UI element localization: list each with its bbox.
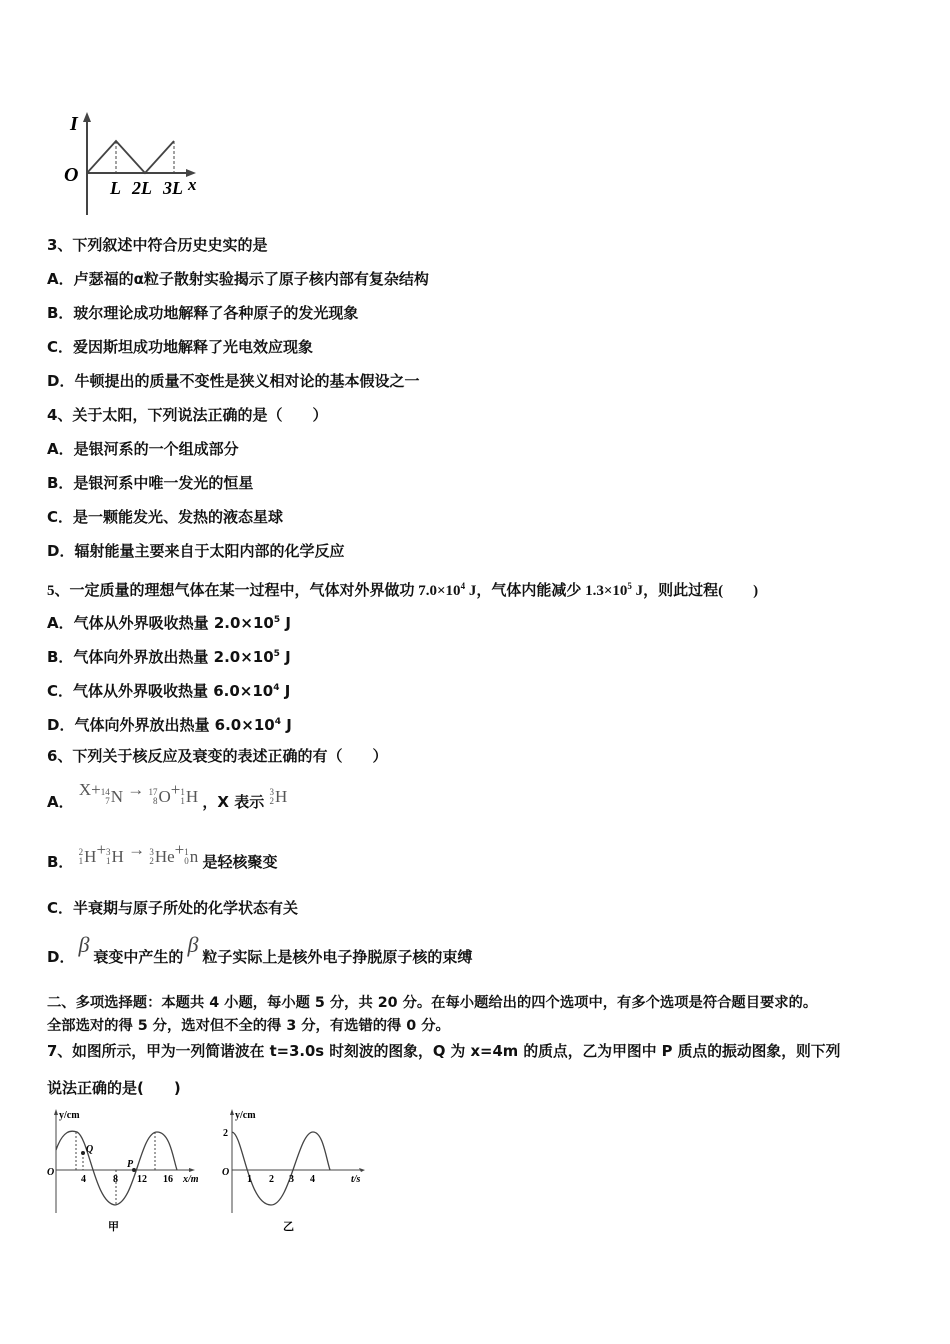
atomic-number: 2	[269, 796, 274, 806]
q3-option-b[interactable]: B．玻尔理论成功地解释了各种原子的发光现象	[47, 304, 359, 322]
question-4-stem: 4、关于太阳，下列说法正确的是（ ）	[47, 406, 328, 424]
atomic-number: 1	[106, 856, 111, 866]
vibration-graph-yi	[218, 1108, 368, 1236]
option-text: B．气体向外界放出热量 2.0×10	[47, 648, 274, 666]
point-p-label: P	[127, 1159, 134, 1170]
tick-label: 2L	[132, 178, 152, 198]
symbol: n	[189, 847, 199, 866]
exponent: 4	[273, 683, 280, 693]
amplitude-label: 2	[223, 1128, 228, 1139]
nuclide	[101, 787, 123, 807]
atomic-number: 1	[78, 856, 84, 866]
q4-option-a[interactable]: A．是银河系的一个组成部分	[47, 440, 239, 458]
question-3-stem: 3、下列叙述中符合历史史实的是	[47, 236, 268, 254]
tick-label: 4	[310, 1174, 315, 1185]
section-2-instructions-cont: 全部选对的得 5 分，选对但不全的得 3 分，有选错的得 0 分。	[47, 1018, 450, 1034]
q4-option-d[interactable]: D．辐射能量主要来自于太阳内部的化学反应	[47, 542, 345, 560]
symbol: H	[274, 787, 288, 806]
atomic-number: 2	[149, 856, 154, 866]
question-6-stem: 6、下列关于核反应及衰变的表述正确的有（ ）	[47, 747, 388, 765]
plus: +	[96, 840, 107, 859]
origin-label: O	[222, 1167, 230, 1178]
mass-number: 3	[106, 847, 111, 857]
symbol: He	[154, 847, 175, 866]
question-5-stem	[47, 576, 758, 601]
atomic-number: 8	[153, 796, 158, 806]
q4-option-b[interactable]: B．是银河系中唯一发光的恒星	[47, 474, 254, 492]
tick-label: 3L	[163, 178, 183, 198]
symbol: H	[185, 787, 199, 806]
nuclide	[79, 847, 97, 867]
mass-number: 17	[148, 787, 158, 797]
arrow: →	[123, 840, 150, 859]
nuclear-equation	[78, 840, 203, 866]
exponent: 5	[273, 649, 280, 659]
tick-label: 16	[163, 1174, 173, 1185]
nuclide	[149, 847, 174, 867]
q5-option-d[interactable]	[47, 712, 292, 735]
option-text: 衰变中产生的	[93, 948, 184, 966]
nuclide	[269, 787, 287, 807]
q5-option-c[interactable]	[47, 678, 290, 701]
option-text: C．气体从外界吸收热量 6.0×10	[47, 682, 274, 700]
atomic-number: 0	[184, 856, 189, 866]
q6-option-b[interactable]	[47, 840, 278, 879]
mass-number: 1	[184, 847, 189, 857]
nuclide	[149, 787, 171, 807]
nuclide	[106, 847, 124, 867]
stem-text: 5、一定质量的理想气体在某一过程中，气体对外界做功 7.0×10	[47, 583, 461, 599]
section-2-instructions: 二、多项选择题：本题共 4 小题，每小题 5 分，共 20 分。在每小题给出的四个选项中，有多个选项是符合题目要求的。	[47, 995, 818, 1011]
q3-option-a[interactable]: A．卢瑟福的α粒子散射实验揭示了原子核内部有复杂结构	[47, 270, 429, 288]
q3-option-d[interactable]: D．牛顿提出的质量不变性是狭义相对论的基本假设之一	[47, 372, 420, 390]
unit: J	[280, 716, 292, 734]
q6-option-d[interactable]	[47, 932, 473, 967]
atomic-number: 7	[105, 796, 110, 806]
question-7-stem: 7、如图所示，甲为一列简谐波在 t=3.0s 时刻波的图象，Q 为 x=4m 的质点，乙为甲图中 P 质点的振动图象，则下列	[47, 1043, 841, 1060]
q6-option-c[interactable]: C．半衰期与原子所处的化学状态有关	[47, 899, 299, 917]
figure-caption: 甲	[108, 1221, 119, 1233]
stem-text: J，气体内能减少 1.3×10	[465, 583, 628, 599]
plus: +	[174, 840, 185, 859]
x-axis-label: t/s	[351, 1174, 361, 1185]
option-label: A．	[47, 793, 74, 811]
exponent: 5	[273, 615, 281, 625]
x-axis-label: x	[188, 175, 197, 194]
formula-text: X+	[78, 780, 101, 799]
plus: +	[170, 780, 181, 799]
question-7-stem-cont: 说法正确的是( )	[47, 1079, 181, 1097]
tick-label: 8	[113, 1174, 118, 1185]
figure-caption: 乙	[283, 1221, 294, 1233]
option-text: A．气体从外界吸收热量 2.0×10	[47, 614, 274, 632]
q3-option-c[interactable]: C．爱因斯坦成功地解释了光电效应现象	[47, 338, 314, 356]
symbol: N	[110, 787, 123, 806]
y-axis-label: y/cm	[235, 1110, 256, 1121]
option-label: B．	[47, 853, 74, 871]
tick-label: 3	[289, 1174, 294, 1185]
option-text: 粒子实际上是核外电子挣脱原子核的束缚	[202, 948, 473, 966]
exponent: 4	[274, 717, 281, 727]
wave-graph-jia	[45, 1108, 205, 1236]
tick-label: 1	[247, 1174, 252, 1185]
beta-symbol: β	[78, 932, 90, 957]
mass-number: 3	[269, 787, 274, 797]
nuclide	[180, 787, 198, 807]
origin-label: O	[47, 1167, 55, 1178]
q5-option-b[interactable]	[47, 644, 291, 667]
origin-label: O	[64, 164, 79, 186]
option-label: D．	[47, 948, 75, 966]
point-q-label: Q	[86, 1144, 94, 1155]
unit: J	[279, 648, 291, 666]
symbol: H	[84, 847, 97, 866]
q5-option-a[interactable]	[47, 610, 291, 633]
q6-option-a[interactable]	[47, 780, 288, 819]
symbol: O	[158, 787, 171, 806]
unit: J	[280, 614, 291, 632]
tick-label: 2	[269, 1174, 274, 1185]
option-text: 是轻核聚变	[202, 853, 278, 871]
atomic-number: 1	[180, 796, 185, 806]
q4-option-c[interactable]: C．是一颗能发光、发热的液态星球	[47, 508, 284, 526]
current-displacement-graph	[60, 110, 210, 220]
stem-text: J，则此过程( )	[631, 583, 759, 599]
x-axis-label: x/m	[183, 1174, 199, 1185]
nuclear-equation	[78, 780, 203, 806]
option-text: ，X 表示	[202, 793, 265, 811]
tick-label: 4	[81, 1174, 86, 1185]
mass-number: 2	[78, 847, 84, 857]
symbol: H	[111, 847, 124, 866]
nuclide	[184, 847, 198, 867]
beta-symbol: β	[187, 932, 199, 957]
mass-number: 3	[149, 847, 154, 857]
exponent: 4	[460, 581, 466, 591]
unit: J	[279, 682, 291, 700]
tick-label: 12	[137, 1174, 147, 1185]
option-text: D．气体向外界放出热量 6.0×10	[47, 716, 275, 734]
y-axis-label: I	[70, 113, 78, 135]
mass-number: 14	[100, 787, 110, 797]
arrow: →	[123, 780, 149, 799]
mass-number: 1	[180, 787, 185, 797]
y-axis-label: y/cm	[59, 1110, 80, 1121]
exponent: 5	[627, 581, 632, 591]
tick-label: L	[110, 178, 121, 198]
